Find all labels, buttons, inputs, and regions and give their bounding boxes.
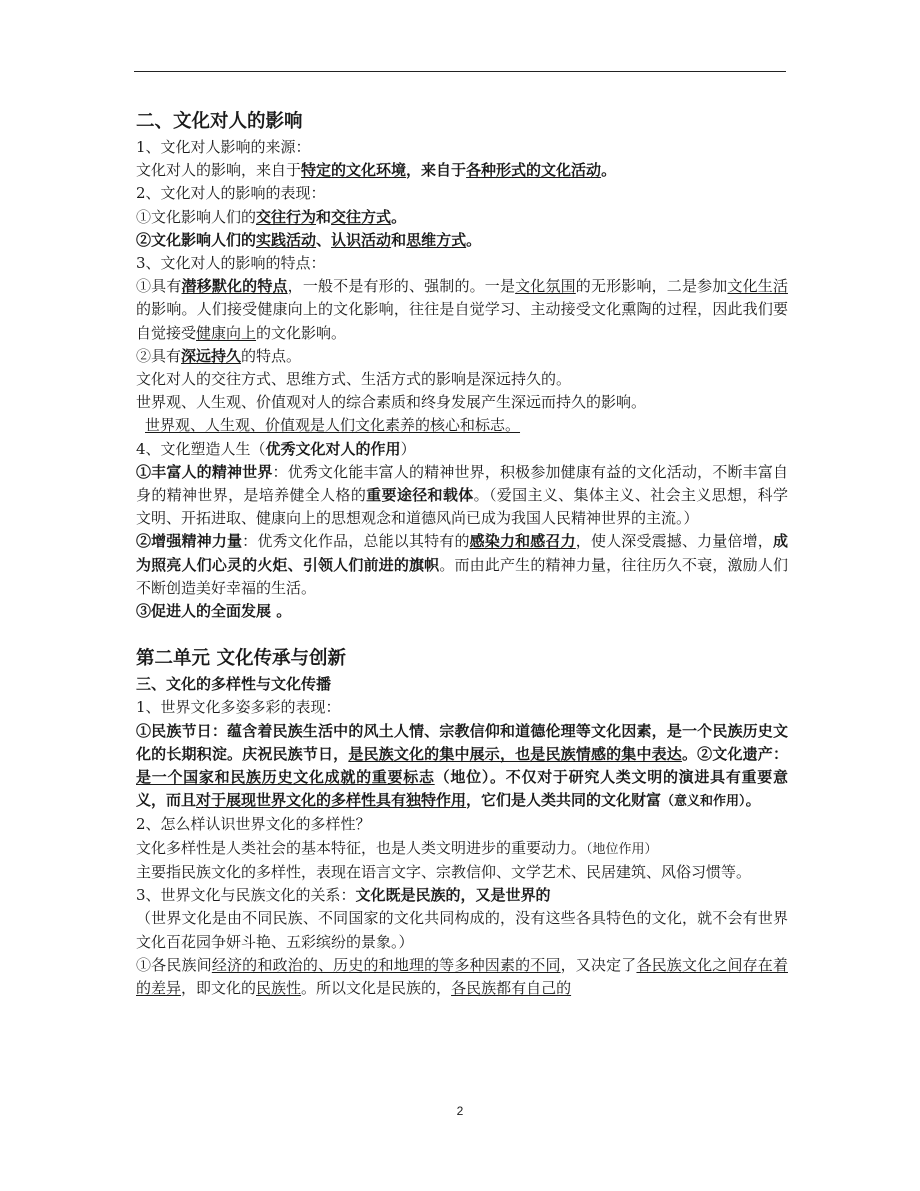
paragraph: 1、文化对人影响的来源： — [136, 138, 311, 156]
paragraph: ②具有深远持久的特点。 — [136, 346, 302, 365]
paragraph: ②增强精神力量：优秀文化作品，总能以其特有的感染力和感召力，使人深受震撼、力量倍增，成为照亮人们心灵的火炬、引领人们前进的旗帜。而由此产生的精神力量，往往历久不衰，激励人们不断创造美好幸福的生活。 — [136, 532, 788, 597]
paragraph: ①具有潜移默化的特点，一般不是有形的、强制的。一是文化氛围的无形影响，二是参加文化生活的影响。人们接受健康向上的文化影响，往往是自觉学习、主动接受文化熏陶的过程，因此我们要自觉接受健康向上的文化影响。 — [136, 277, 788, 342]
paragraph: ②文化影响人们的实践活动、认识活动和思维方式。 — [136, 230, 482, 249]
paragraph: 文化多样性是人类社会的基本特征，也是人类文明进步的重要动力。（地位作用） — [136, 838, 658, 857]
page-number: 2 — [456, 1104, 464, 1118]
paragraph: 2、怎么样认识世界文化的多样性？ — [136, 815, 371, 834]
unit-heading: 第二单元 文化传承与创新 — [136, 648, 346, 670]
paragraph: 1、世界文化多姿多彩的表现： — [136, 698, 341, 717]
paragraph: 3、文化对人的影响的特点： — [136, 254, 326, 273]
paragraph: 世界观、人生观、价值观是人们文化素养的核心和标志。 — [145, 416, 521, 435]
paragraph: 文化对人的影响，来自于特定的文化环境，来自于各种形式的文化活动。 — [136, 161, 617, 180]
paragraph: 文化对人的交往方式、思维方式、生活方式的影响是深远持久的。 — [136, 370, 572, 389]
paragraph: 3、世界文化与民族文化的关系：文化既是民族的，又是世界的 — [136, 886, 551, 905]
paragraph: 2、文化对人的影响的表现： — [136, 184, 326, 203]
paragraph: 4、文化塑造人生（优秀文化对人的作用） — [136, 439, 416, 458]
paragraph: 世界观、人生观、价值观对人的综合素质和终身发展产生深远而持久的影响。 — [136, 393, 647, 412]
paragraph: ①文化影响人们的交往行为和交往方式。 — [136, 207, 407, 226]
paragraph: ①各民族间经济的和政治的、历史的和地理的等多种因素的不同，又决定了各民族文化之间存在着的差异，即文化的民族性。所以文化是民族的，各民族都有自己的 — [136, 955, 788, 997]
section-heading: 二、文化对人的影响 — [136, 111, 303, 132]
paragraph: （世界文化是由不同民族、不同国家的文化共同构成的，没有这些各具特色的文化，就不会有世界文化百花园争妍斗艳、五彩缤纷的景象。） — [136, 909, 788, 951]
header-rule — [134, 71, 786, 72]
paragraph: ①丰富人的精神世界：优秀文化能丰富人的精神世界，积极参加健康有益的文化活动，不断丰富自身的精神世界，是培养健全人格的重要途径和载体。（爱国主义、集体主义、社会主义思想，科学文明、开拓进取、健康向上的思想观念和道德风尚已成为我国人民精神世界的主流。） — [136, 462, 788, 528]
paragraph: ③促进人的全面发展 。 — [136, 602, 292, 621]
paragraph: 主要指民族文化的多样性，表现在语言文字、宗教信仰、文学艺术、民居建筑、风俗习惯等。 — [136, 862, 752, 881]
document-body — [136, 108, 788, 1000]
section-heading: 三、文化的多样性与文化传播 — [136, 675, 332, 694]
paragraph: ①民族节日：蕴含着民族生活中的风土人情、宗教信仰和道德伦理等文化因素，是一个民族历史文化的长期积淀。庆祝民族节日，是民族文化的集中展示，也是民族情感的集中表达。②文化遗产：是一个国家和民族历史文化成就的重要标志（地位）。不仅对于研究人类文明的演进具有重要意义，而且对于展现世界文化的多样性具有独特作用，它们是人类共同的文化财富（意义和作用）。 — [136, 721, 788, 810]
